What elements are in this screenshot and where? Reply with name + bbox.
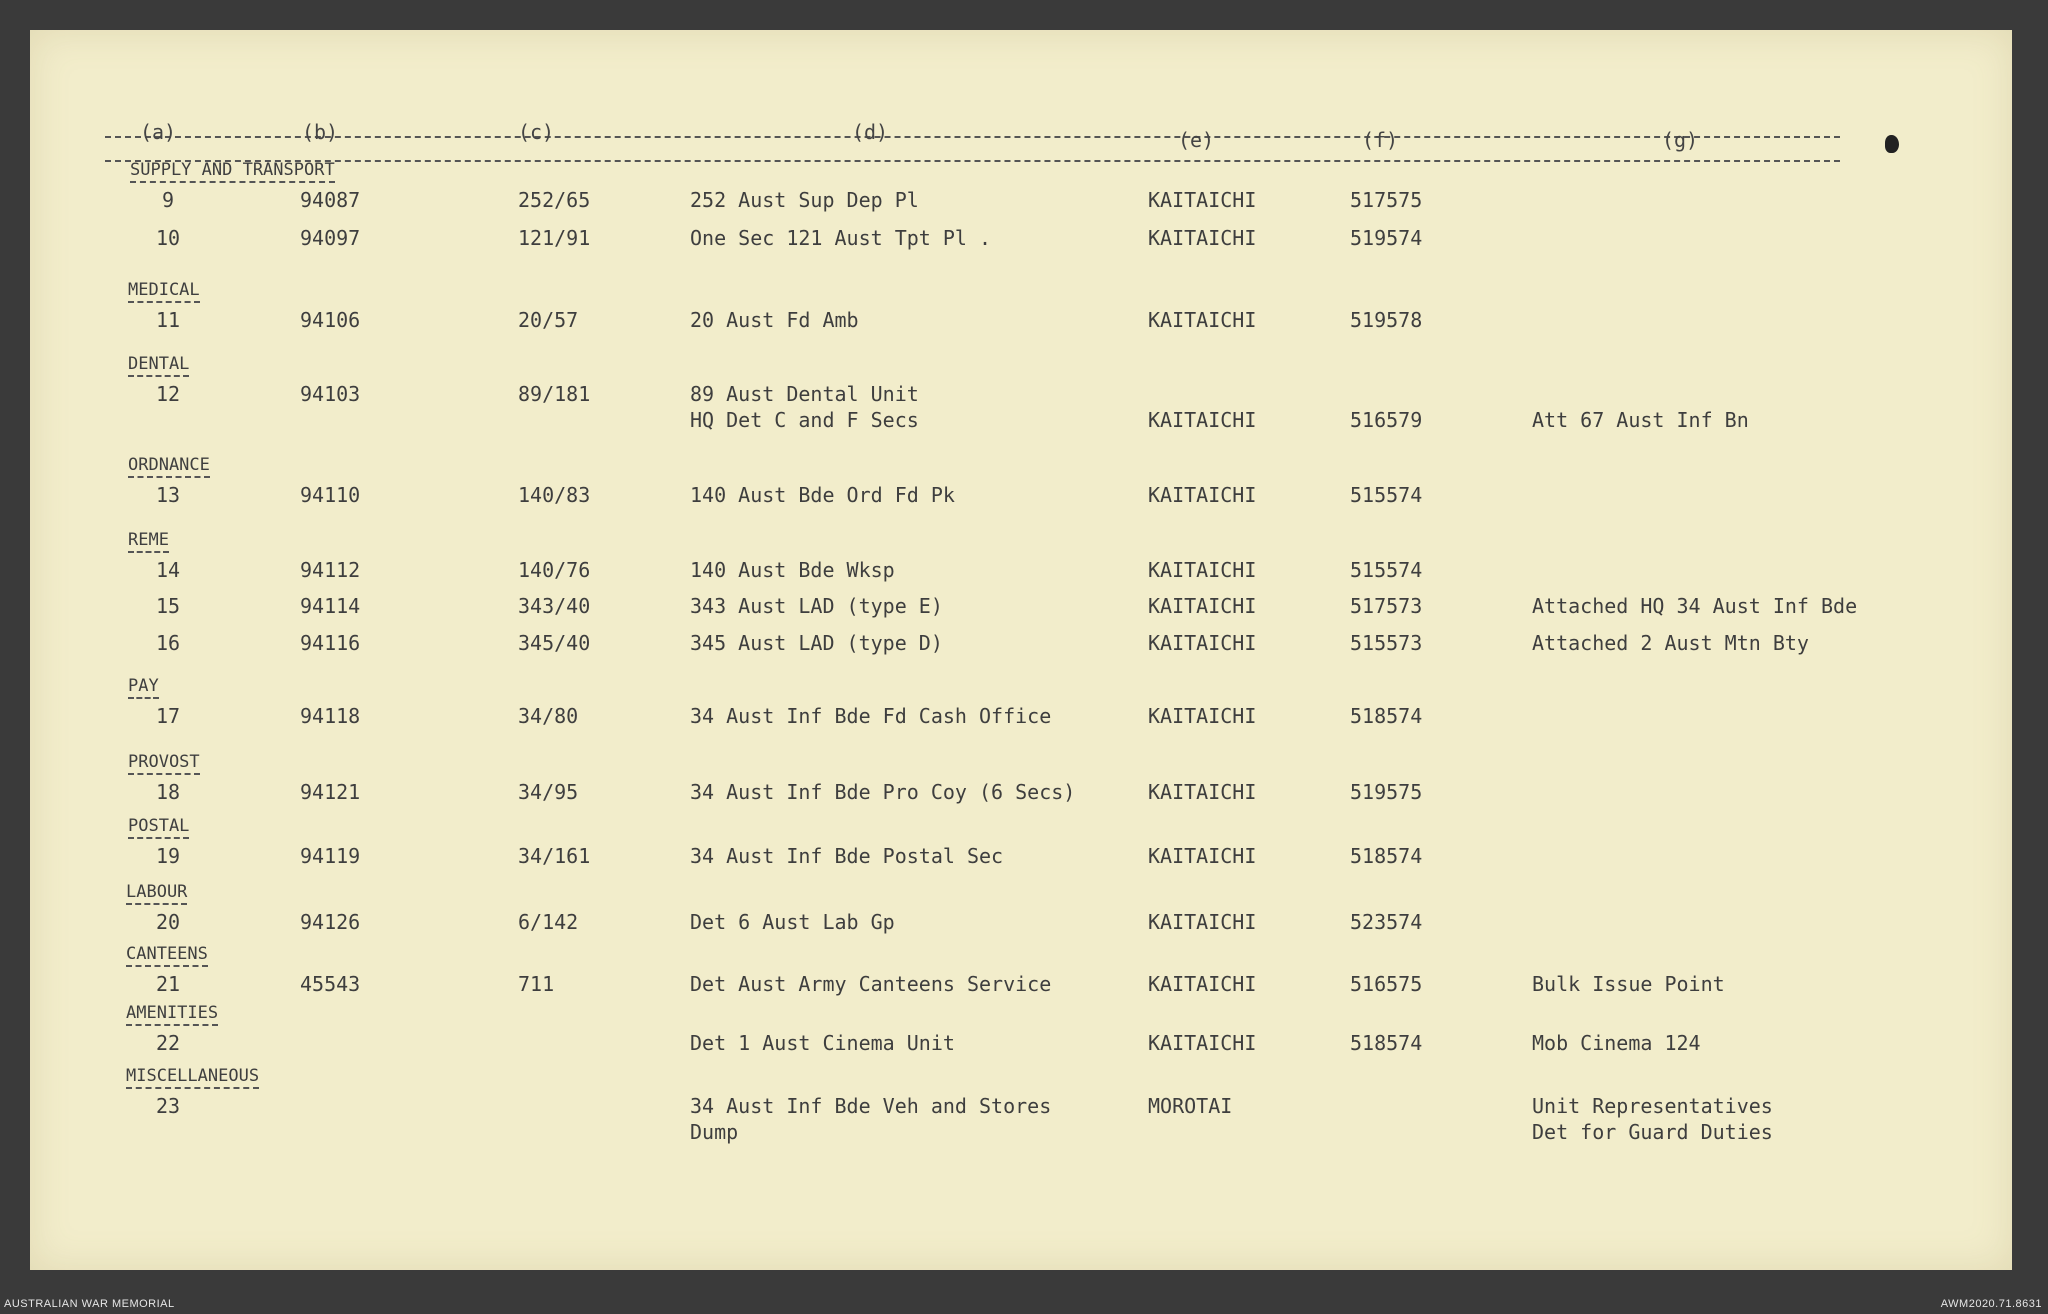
map-reference: 517575 (1350, 188, 1423, 212)
column-header: (c) (517, 120, 555, 144)
map-reference: 519574 (1350, 226, 1423, 250)
establishment-reference: 34/161 (518, 844, 591, 868)
remarks: Mob Cinema 124 (1532, 1031, 1701, 1055)
location-name: KAITAICHI (1148, 558, 1257, 582)
location-name: KAITAICHI (1148, 188, 1257, 212)
establishment-reference: 140/76 (518, 558, 591, 582)
map-reference: 518574 (1350, 844, 1423, 868)
unit-description: 34 Aust Inf Bde Fd Cash Office (690, 704, 1052, 728)
unit-number: 94110 (300, 483, 361, 507)
map-reference: 515574 (1350, 558, 1423, 582)
column-header: (g) (1661, 128, 1699, 152)
remarks: Unit Representatives (1532, 1094, 1773, 1118)
establishment-reference: 34/95 (518, 780, 579, 804)
serial-number: 10 (155, 226, 181, 250)
unit-description: 252 Aust Sup Dep Pl (690, 188, 919, 212)
column-header: (e) (1177, 128, 1215, 152)
unit-description: One Sec 121 Aust Tpt Pl . (690, 226, 992, 250)
unit-description: 140 Aust Bde Ord Fd Pk (690, 483, 955, 507)
location-name: KAITAICHI (1148, 408, 1257, 432)
map-reference: 516575 (1350, 972, 1423, 996)
map-reference: 516579 (1350, 408, 1423, 432)
remarks: Bulk Issue Point (1532, 972, 1725, 996)
serial-number: 22 (155, 1031, 181, 1055)
section-heading: DENTAL (128, 354, 189, 377)
unit-number: 94106 (300, 308, 361, 332)
establishment-reference: 20/57 (518, 308, 579, 332)
serial-number: 13 (155, 483, 181, 507)
unit-description: HQ Det C and F Secs (690, 408, 919, 432)
establishment-reference: 252/65 (518, 188, 591, 212)
map-reference: 515574 (1350, 483, 1423, 507)
section-heading: PROVOST (128, 752, 200, 775)
serial-number: 23 (155, 1094, 181, 1118)
unit-description: 20 Aust Fd Amb (690, 308, 859, 332)
section-heading: AMENITIES (126, 1003, 218, 1026)
unit-description: Dump (690, 1120, 739, 1144)
location-name: KAITAICHI (1148, 704, 1257, 728)
unit-number: 94103 (300, 382, 361, 406)
serial-number: 12 (155, 382, 181, 406)
map-reference: 518574 (1350, 704, 1423, 728)
map-reference: 517573 (1350, 594, 1423, 618)
establishment-reference: 89/181 (518, 382, 591, 406)
unit-description: 34 Aust Inf Bde Postal Sec (690, 844, 1004, 868)
section-heading: ORDNANCE (128, 455, 210, 478)
map-reference: 519578 (1350, 308, 1423, 332)
unit-description: 343 Aust LAD (type E) (690, 594, 943, 618)
unit-description: 345 Aust LAD (type D) (690, 631, 943, 655)
section-heading: PAY (128, 676, 159, 699)
remarks: Det for Guard Duties (1532, 1120, 1773, 1144)
serial-number: 11 (155, 308, 181, 332)
column-header: (d) (851, 120, 889, 144)
section-heading: MEDICAL (128, 280, 200, 303)
establishment-reference: 121/91 (518, 226, 591, 250)
establishment-reference: 34/80 (518, 704, 579, 728)
location-name: KAITAICHI (1148, 910, 1257, 934)
unit-number: 94118 (300, 704, 361, 728)
section-heading: REME (128, 530, 169, 553)
location-name: KAITAICHI (1148, 844, 1257, 868)
unit-number: 94097 (300, 226, 361, 250)
location-name: KAITAICHI (1148, 226, 1257, 250)
unit-number: 94121 (300, 780, 361, 804)
unit-description: Det Aust Army Canteens Service (690, 972, 1052, 996)
section-heading: MISCELLANEOUS (126, 1066, 259, 1089)
footer-reference: AWM2020.71.8631 (1940, 1298, 2042, 1310)
unit-number: 94119 (300, 844, 361, 868)
unit-description: Det 1 Aust Cinema Unit (690, 1031, 955, 1055)
remarks: Attached HQ 34 Aust Inf Bde (1532, 594, 1858, 618)
column-header: (f) (1361, 128, 1399, 152)
location-name: KAITAICHI (1148, 972, 1257, 996)
location-name: KAITAICHI (1148, 631, 1257, 655)
map-reference: 515573 (1350, 631, 1423, 655)
location-name: KAITAICHI (1148, 483, 1257, 507)
unit-description: 89 Aust Dental Unit (690, 382, 919, 406)
remarks: Attached 2 Aust Mtn Bty (1532, 631, 1809, 655)
footer-source: AUSTRALIAN WAR MEMORIAL (4, 1298, 175, 1310)
unit-number: 45543 (300, 972, 361, 996)
establishment-reference: 6/142 (518, 910, 579, 934)
unit-description: 34 Aust Inf Bde Veh and Stores (690, 1094, 1052, 1118)
unit-number: 94112 (300, 558, 361, 582)
location-name: MOROTAI (1148, 1094, 1233, 1118)
section-heading: SUPPLY AND TRANSPORT (130, 160, 335, 183)
unit-description: 34 Aust Inf Bde Pro Coy (6 Secs) (690, 780, 1076, 804)
serial-number: 15 (155, 594, 181, 618)
section-heading: POSTAL (128, 816, 189, 839)
remarks: Att 67 Aust Inf Bn (1532, 408, 1749, 432)
establishment-reference: 343/40 (518, 594, 591, 618)
column-header: (a) (139, 120, 177, 144)
establishment-reference: 711 (518, 972, 555, 996)
serial-number: 14 (155, 558, 181, 582)
serial-number: 9 (161, 188, 175, 212)
location-name: KAITAICHI (1148, 780, 1257, 804)
serial-number: 19 (155, 844, 181, 868)
section-heading: CANTEENS (126, 944, 208, 967)
unit-description: 140 Aust Bde Wksp (690, 558, 895, 582)
serial-number: 16 (155, 631, 181, 655)
serial-number: 18 (155, 780, 181, 804)
unit-number: 94114 (300, 594, 361, 618)
unit-description: Det 6 Aust Lab Gp (690, 910, 895, 934)
column-header: (b) (301, 120, 339, 144)
establishment-reference: 140/83 (518, 483, 591, 507)
map-reference: 518574 (1350, 1031, 1423, 1055)
location-name: KAITAICHI (1148, 1031, 1257, 1055)
map-reference: 519575 (1350, 780, 1423, 804)
location-name: KAITAICHI (1148, 308, 1257, 332)
establishment-reference: 345/40 (518, 631, 591, 655)
map-reference: 523574 (1350, 910, 1423, 934)
unit-number: 94087 (300, 188, 361, 212)
serial-number: 17 (155, 704, 181, 728)
unit-number: 94126 (300, 910, 361, 934)
section-heading: LABOUR (126, 882, 187, 905)
serial-number: 20 (155, 910, 181, 934)
serial-number: 21 (155, 972, 181, 996)
location-name: KAITAICHI (1148, 594, 1257, 618)
unit-number: 94116 (300, 631, 361, 655)
